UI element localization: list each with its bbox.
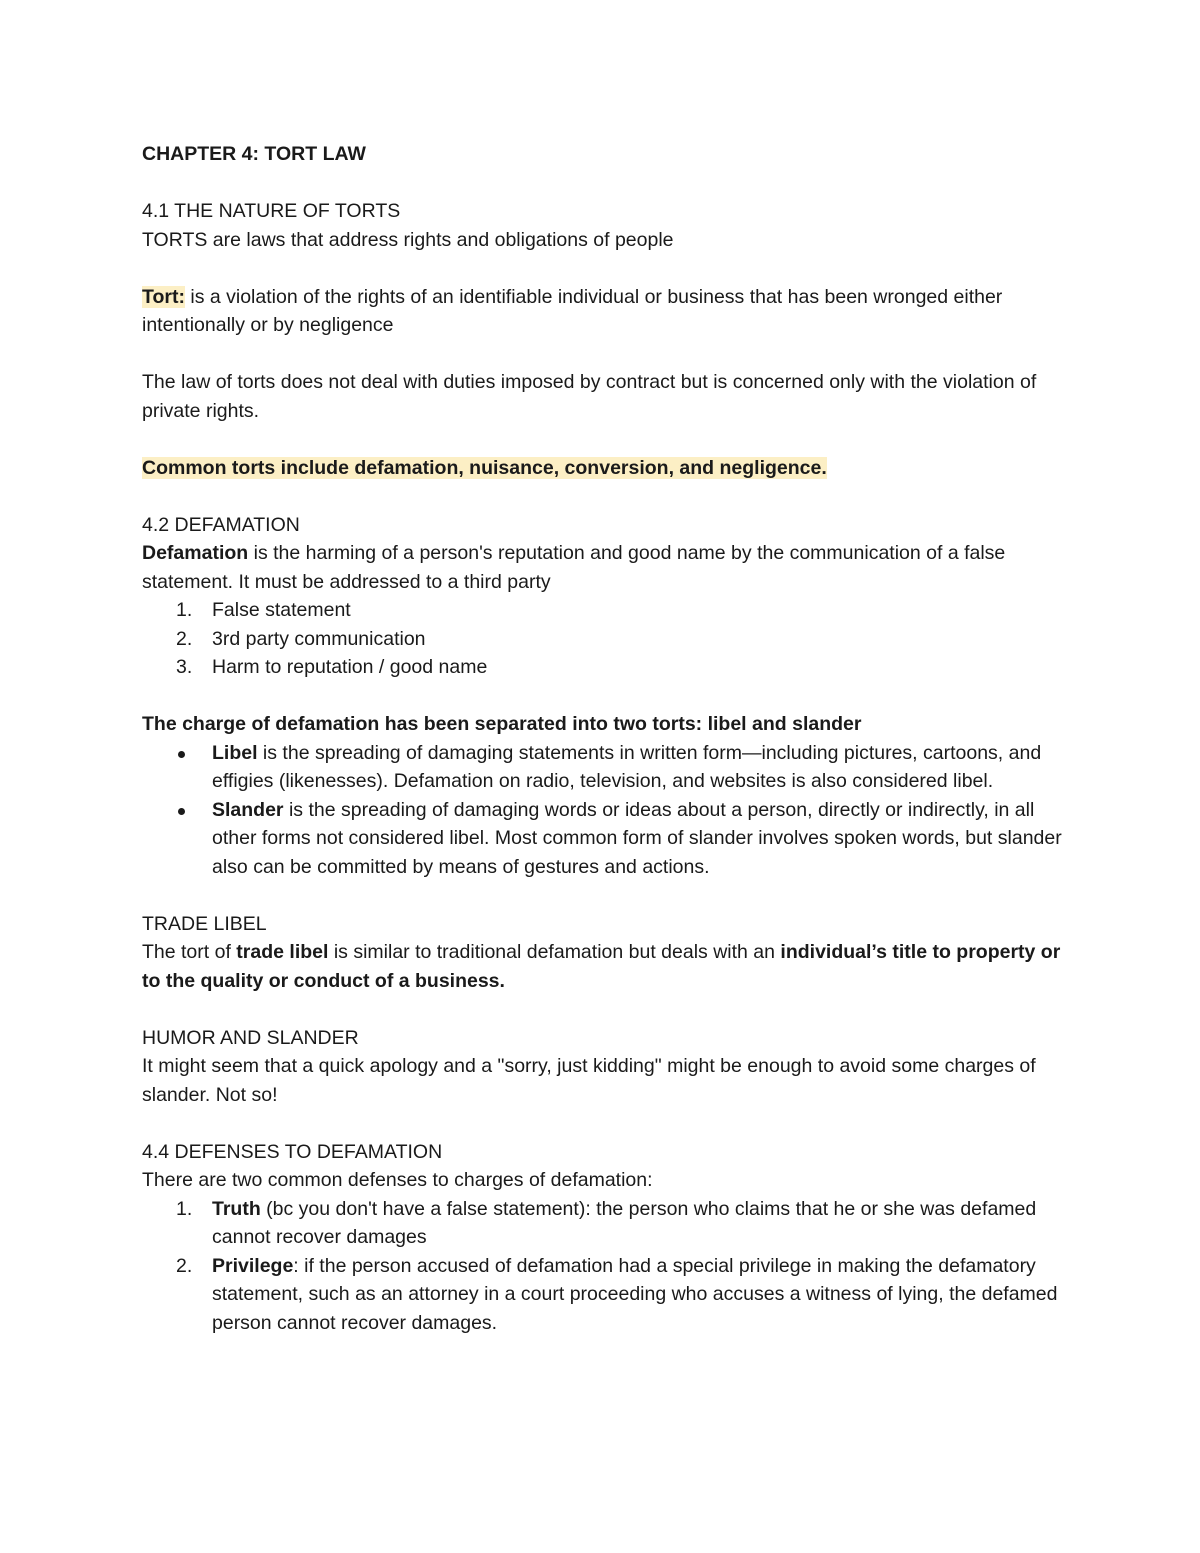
libel-slander-list bbox=[142, 739, 1062, 882]
bullet-icon bbox=[178, 808, 185, 815]
tort-definition bbox=[142, 283, 1062, 340]
spacer bbox=[142, 425, 1062, 454]
section-heading-defenses: 4.4 DEFENSES TO DEFAMATION bbox=[142, 1140, 443, 1163]
section-heading-defamation: 4.2 DEFAMATION bbox=[142, 513, 300, 536]
defenses-list bbox=[142, 1195, 1062, 1338]
tort-term: Tort: bbox=[142, 285, 185, 308]
slander-text: is the spreading of damaging words or ideas about a person, directly or indirectly, in all other forms not considered libel. Most common form of slander involves spoken words, but slander also can be committed by means of gestures and actions. bbox=[212, 798, 1062, 878]
trade-libel-mid: is similar to traditional defamation but deals with an bbox=[328, 941, 781, 963]
trade-libel-term: trade libel bbox=[236, 941, 329, 963]
humor-slander-text: It might seem that a quick apology and a "sorry, just kidding" might be enough to avoid some charges of slander. Not so! bbox=[142, 1055, 1036, 1106]
list-item bbox=[142, 739, 1062, 796]
libel-term: Libel bbox=[212, 741, 258, 764]
section-heading-trade-libel: TRADE LIBEL bbox=[142, 912, 267, 935]
defenses-intro: There are two common defenses to charges of defamation: bbox=[142, 1169, 653, 1191]
spacer bbox=[142, 995, 1062, 1024]
tort-definition-text: is a violation of the rights of an identifiable individual or business that has been wronged either intentionally or by negligence bbox=[142, 285, 1003, 336]
list-number: 3. bbox=[176, 656, 193, 678]
bullet-icon bbox=[178, 751, 185, 758]
defamation-definition bbox=[142, 539, 1062, 596]
list-item bbox=[142, 1195, 1062, 1252]
libel-text: is the spreading of damaging statements in written form—including pictures, cartoons, and effigies (likenesses). Defamation on radio, television, and websites is also considered libel. bbox=[212, 741, 1042, 792]
spacer bbox=[142, 881, 1062, 910]
common-torts bbox=[142, 454, 1062, 483]
torts-intro: TORTS are laws that address rights and obligations of people bbox=[142, 228, 674, 251]
contract-note: The law of torts does not deal with duties imposed by contract but is concerned only with the violation of private rights. bbox=[142, 371, 1037, 422]
list-number: 2. bbox=[176, 627, 193, 650]
list-item bbox=[142, 796, 1062, 882]
spacer bbox=[142, 169, 1062, 198]
list-text: Harm to reputation / good name bbox=[212, 656, 488, 678]
defamation-elements-list bbox=[142, 596, 1062, 682]
defense-text: : if the person accused of defamation had a special privilege in making the defamatory statement, such as an attorney in a court proceeding who accuses a witness of lying, the defamed person cannot recover damages. bbox=[212, 1254, 1058, 1334]
list-item bbox=[142, 1252, 1062, 1338]
list-number: 1. bbox=[176, 599, 193, 621]
section-heading-humor-slander: HUMOR AND SLANDER bbox=[142, 1026, 359, 1049]
section-heading-nature-of-torts: 4.1 THE NATURE OF TORTS bbox=[142, 200, 401, 222]
list-text: False statement bbox=[212, 599, 351, 621]
trade-libel-text bbox=[142, 938, 1062, 995]
document-page bbox=[142, 140, 1062, 1337]
spacer bbox=[142, 1109, 1062, 1138]
spacer bbox=[142, 682, 1062, 711]
defamation-definition-text: is the harming of a person's reputation and good name by the communication of a false statement. It must be addressed to a third party bbox=[142, 542, 1006, 593]
trade-libel-pre: The tort of bbox=[142, 941, 237, 963]
chapter-title: CHAPTER 4: TORT LAW bbox=[142, 143, 366, 165]
list-item bbox=[142, 625, 1062, 654]
list-number: 2. bbox=[176, 1254, 193, 1277]
defamation-term: Defamation bbox=[142, 542, 249, 564]
libel-slander-heading: The charge of defamation has been separated into two torts: libel and slander bbox=[142, 713, 862, 735]
spacer bbox=[142, 482, 1062, 511]
list-item bbox=[142, 653, 1062, 682]
spacer bbox=[142, 340, 1062, 369]
defense-term-privilege: Privilege bbox=[212, 1254, 294, 1277]
list-item bbox=[142, 596, 1062, 625]
common-torts-text: Common torts include defamation, nuisance, conversion, and negligence. bbox=[142, 456, 827, 479]
defense-text: (bc you don't have a false statement): the person who claims that he or she was defamed cannot recover damages bbox=[212, 1197, 1037, 1248]
defense-term-truth: Truth bbox=[212, 1197, 261, 1220]
spacer bbox=[142, 254, 1062, 283]
slander-term: Slander bbox=[212, 798, 284, 821]
list-text: 3rd party communication bbox=[212, 627, 426, 650]
list-number: 1. bbox=[176, 1197, 193, 1220]
trade-libel-bold-end: individual’s title to property or to the quality or conduct of a business. bbox=[142, 941, 1061, 992]
